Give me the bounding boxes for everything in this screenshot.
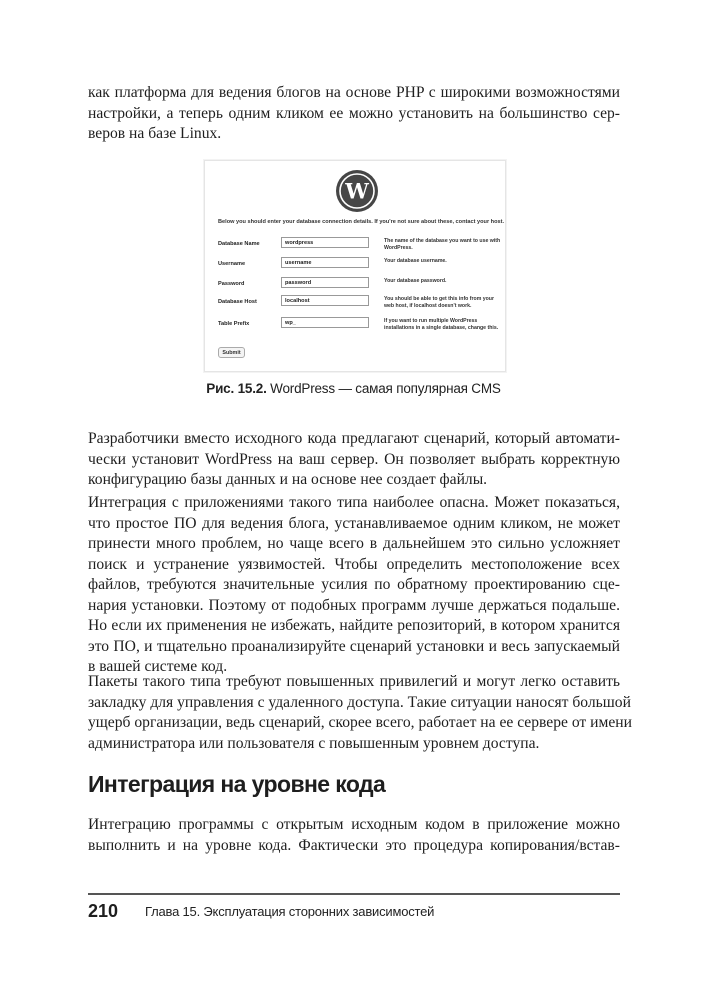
text-line: нария установки. Поэтому от подобных программ лучше держаться подальше. (88, 596, 620, 614)
wordpress-logo-icon (335, 169, 379, 213)
section-heading: Интеграция на уровне кода (88, 771, 386, 797)
paragraph-5 (88, 815, 620, 856)
text-line: Разработчики вместо исходного кода предлагают сценарий, который автомати- (88, 430, 620, 447)
text-line: как платформа для ведения блогов на основе PHP с широкими возможностями (88, 84, 620, 101)
text-line: Интеграцию программы с открытым исходным кодом в приложение можно (88, 816, 620, 833)
footer-divider (88, 893, 620, 895)
paragraph-4 (88, 672, 632, 754)
form-row-database-host (218, 295, 498, 317)
text-line: Интеграция с приложениями такого типа наиболее опасна. Может показаться, (88, 494, 620, 511)
running-footer-chapter: Глава 15. Эксплуатация сторонних зависимостей (145, 904, 435, 919)
text-line: выполнить и на уровне кода. Фактически это процедура копирования/встав- (88, 836, 620, 854)
svg-text:W: W (345, 178, 369, 204)
field-label: Database Host (218, 299, 257, 305)
text-line: Пакеты такого типа требуют повышенных привилегий и могут легко оставить (88, 673, 620, 690)
paragraph-1 (88, 83, 620, 145)
field-hint: If you want to run multiple WordPress installations in a single database, change this. (384, 318, 499, 331)
form-row-table-prefix (218, 317, 498, 339)
text-line: принести много проблем, но чаще всего в дальнейшем это сильно усложняет (88, 535, 620, 552)
field-label: Password (218, 281, 245, 287)
form-intro-text: Below you should enter your database connection details. If you're not sure about these, contact your host. (218, 219, 505, 225)
text-line: веров на базе Linux. (88, 125, 222, 142)
paragraph-2 (88, 429, 620, 491)
figure-caption (0, 381, 707, 396)
username-input[interactable]: username (281, 257, 369, 268)
form-row-username (218, 257, 498, 279)
database-name-input[interactable]: wordpress (281, 237, 369, 248)
wordpress-install-figure (204, 160, 506, 372)
text-line: закладку для управления с удаленного доступа. Такие ситуации наносят большой (88, 693, 631, 711)
field-label: Database Name (218, 241, 260, 247)
submit-button[interactable]: Submit (218, 347, 245, 358)
text-line: чески установит WordPress на ваш сервер. Он позволяет выбрать корректную (88, 450, 620, 468)
text-line: конфигурацию базы данных и на основе нее создает файлы. (88, 471, 488, 488)
field-hint: Your database password. (384, 278, 447, 284)
database-host-input[interactable]: localhost (281, 295, 369, 306)
field-label: Table Prefix (218, 321, 250, 327)
field-label: Username (218, 261, 246, 267)
text-line: администратора или пользователя с повышенным уровнем доступа. (88, 734, 540, 752)
paragraph-3 (88, 493, 620, 678)
text-line: ущерб организации, ведь сценарий, скорее всего, работает на ее сервере от имени (88, 714, 632, 731)
caption-text: WordPress — самая популярная CMS (266, 381, 501, 396)
text-line: файлов, требуются значительные усилия по обратному проектированию сце- (88, 576, 620, 593)
field-hint: You should be able to get this info from your web host, if localhost doesn't work. (384, 296, 494, 309)
field-hint: Your database username. (384, 258, 447, 264)
form-row-database-name (218, 237, 501, 259)
text-line: что простое ПО для ведения блога, устанавливаемое одним кликом, не может (88, 514, 620, 532)
text-line: поиск и устранение уязвимостей. Чтобы определить местоположение всех (88, 555, 620, 573)
caption-number: Рис. 15.2. (206, 381, 267, 396)
page-number: 210 (88, 901, 119, 921)
text-line: это ПО, и тщательно проанализируйте сценарий установки и весь запускаемый (88, 637, 620, 655)
table-prefix-input[interactable]: wp_ (281, 317, 369, 328)
text-line: в вашей системе код. (88, 658, 228, 675)
password-input[interactable]: password (281, 277, 369, 288)
field-hint: The name of the database you want to use with WordPress. (384, 238, 501, 251)
text-line: настройки, а теперь одним кликом ее можно установить на большинство сер- (88, 104, 620, 122)
text-line: Но если их применения не избежать, найдите репозиторий, в котором хранится (88, 617, 620, 634)
